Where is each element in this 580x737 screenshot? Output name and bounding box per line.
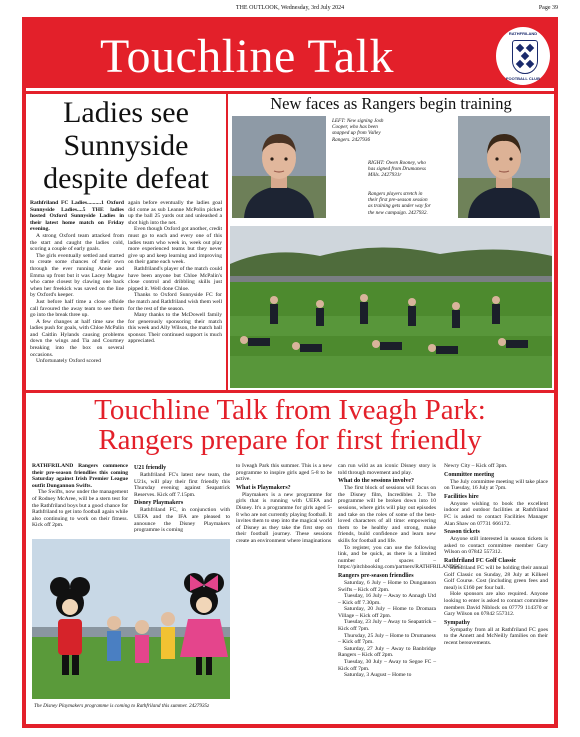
page-number: Page 39 bbox=[538, 5, 558, 11]
section-title-u21: U21 friendly bbox=[134, 465, 167, 471]
iveagh-paragraph: Hole sponsors are also required. Anyone looking to enter is asked to contact committee members David Niblock on 07779 114370 or Gary Wilson on 07842 557312. bbox=[444, 591, 548, 618]
iveagh-paragraph: Newry City – Kick off 3pm. bbox=[444, 463, 508, 469]
photo-owen-rooney bbox=[458, 116, 550, 218]
ladies-column-1 bbox=[30, 200, 124, 388]
ladies-paragraph: A few changes at half time saw the ladies push for goals, with Chloe McPalin and Caitlin Hylands causing problems down the wings and Tia and Courtney breaking into the box on several occasions. bbox=[30, 318, 124, 358]
ladies-paragraph: Many thanks to the McDowell family for generously sponsoring their match this week and Ally Wilson, the match ball sponsor. Their continued support is much appreciated. bbox=[128, 312, 222, 345]
club-crest bbox=[494, 25, 552, 87]
iveagh-paragraph: Anyone wishing to book the excellent indoor and outdoor facilities at Rathfriland FC is asked to contact Facilities Manager Alan Shaw on 07731 666172. bbox=[444, 500, 548, 527]
iveagh-column-1 bbox=[32, 463, 128, 537]
ladies-paragraph: Even though Oxford got another, credit must go to each and every one of this ladies team who week in, week out play more experienced teams but they never give up and keep learning and improving on their game each week. bbox=[128, 226, 223, 266]
caption-training: Rangers players stretch in their first pre-season session as training gets under way for the new campaign. 2427932. bbox=[368, 191, 431, 216]
photo-rangers-training bbox=[230, 226, 552, 388]
section-title-sympathy: Sympathy bbox=[444, 619, 471, 626]
iveagh-column-3 bbox=[236, 463, 332, 583]
ladies-paragraph: Unfortunately Oxford scored bbox=[36, 358, 101, 365]
fixture-item: Saturday, 6 July – Home to Dungannon Swifts – Kick off 2pm. bbox=[338, 579, 436, 593]
ladies-paragraph: again before eventually the ladies goal did come as sub Leanne McPolin picked up the ball 25 yards out and unleashed a shot high into the net. bbox=[128, 200, 222, 226]
fixture-item: Saturday, 20 July – Home to Dromara Village – Kick off 2pm. bbox=[338, 606, 436, 619]
iveagh-article bbox=[26, 393, 554, 724]
caption-disney-photo: The Disney Playmakers programme is coming to Rathfriland this summer. 2427935z bbox=[34, 703, 210, 709]
iveagh-paragraph: Rathfriland FC will be holding their annual Golf Classic on Sunday, 28 July at Kilkeel Golf Course. Cost (including green fees and meal) is £160 per four ball. bbox=[444, 564, 548, 591]
newfaces-headline: New faces as Rangers begin training bbox=[270, 94, 512, 113]
iveagh-paragraph: can run wild as an iconic Disney story is told through movement and play. bbox=[338, 463, 436, 476]
iveagh-paragraph: To register, you can use the following link, and be quick, as there is a limited number of spaces – https://pitchbooking.com/partners/RATHFRILANDFC bbox=[338, 544, 461, 571]
section-title-season-tickets: Season tickets bbox=[444, 529, 480, 536]
iveagh-column-2 bbox=[134, 463, 230, 537]
ladies-paragraph: A strong Oxford team attacked from the start and caught the ladies cold, scoring a couple of early goals. bbox=[30, 232, 124, 253]
ladies-paragraph: Thanks to Oxford Sunnyside FC for the match and Rathfriland wish them well for the rest of the season. bbox=[128, 292, 222, 312]
section-title-committee: Committee meeting bbox=[444, 471, 495, 478]
page-header bbox=[22, 5, 558, 15]
ladies-paragraph: The girls eventually settled and started to create some chances of their own through the ever running Annie and Emma up front but it was Lacey Magaw who came closest by clawing one back when her freekick was saved on the line by Oxford's keeper. bbox=[30, 252, 124, 299]
iveagh-column-5 bbox=[444, 463, 548, 719]
crest-shield-icon bbox=[512, 40, 538, 74]
iveagh-paragraph: Rathfriland FC's latest new team, the U21s, will play their first friendly this Thursday evening against Seapatrick Reserves. Kick off 7.15pm. bbox=[134, 472, 230, 498]
fixture-item: Thursday, 25 July – Home to Drumaness – Kick off 7pm. bbox=[338, 632, 436, 646]
section-title-golf: Rathfriland FC Golf Classic bbox=[444, 557, 517, 564]
ladies-column-2 bbox=[128, 200, 222, 388]
crest-top-text: RATHFRILAND bbox=[508, 31, 538, 36]
iveagh-paragraph: to Iveagh Park this summer. This is a new programme to inspire girls aged 5-8 to be active. bbox=[236, 463, 332, 483]
iveagh-paragraph: The first block of sessions will focus on the Disney film, Incredibles 2. The programme will be broken down into 10 sessions, where girls will play out episodes and take on the roles of some of the best-loved characters of all time: empowering them to be healthy and strong, make friends, build confidence and learn new skills for football and life. bbox=[338, 485, 436, 544]
photo-disney-playmakers bbox=[32, 539, 230, 699]
iveagh-paragraph: Playmakers is a new programme for girls that is running with UEFA and Disney. It's a programme for girls aged 5-8 who are not currently playing football. It invites them to step into the magical world of Disney as they take the first step on their football journey. These sessions create an environment where imaginations bbox=[236, 491, 332, 544]
section-title-friendlies: Rangers pre-season friendlies bbox=[338, 572, 414, 579]
iveagh-intro: RATHFRILAND Rangers commence their pre-season friendlies this coming Saturday against Irish Premier League outfit Dungannon Swifts. bbox=[32, 463, 128, 489]
ladies-headline: Ladies see Sunnyside despite defeat bbox=[43, 96, 209, 195]
section-title-disney: Disney Playmakers bbox=[134, 500, 184, 507]
section-title-playmakers: What is Playmakers? bbox=[236, 484, 291, 491]
ladies-intro: Rathfriland FC Ladies..........1 Oxford Sunnyside Ladies....5 THE ladies hosted Oxford Sunnyside Ladies in their latest home match on Friday evening. bbox=[30, 200, 124, 233]
banner-title: Touchline Talk bbox=[100, 30, 394, 83]
iveagh-headline-line-1: Touchline Talk from Iveagh Park: bbox=[94, 394, 486, 426]
caption-owen-rooney: RIGHT: Owen Rooney, who has signed from Drumaness Mills. 2427931r bbox=[368, 160, 426, 179]
masthead-text: THE OUTLOOK, Wednesday, 3rd July 2024 bbox=[235, 5, 345, 11]
ladies-article bbox=[26, 94, 226, 390]
section-title-facilities: Facilities hire bbox=[444, 493, 479, 500]
iveagh-paragraph: The Swifts, now under the management of Rodney McAree, will be a stern test for the Rathfriland boys but a good chance for Rathfriland to get into football again while also continuing to work on their fitness. Kick off 2pm. bbox=[32, 489, 128, 529]
fixture-item: Saturday, 27 July – Away to Banbridge Rangers – Kick off 2pm. bbox=[338, 645, 436, 659]
fixture-item: Saturday, 3 August – Home to bbox=[344, 672, 412, 679]
section-title-sessions: What do the sessions involve? bbox=[338, 478, 415, 485]
touchline-banner bbox=[26, 22, 554, 91]
iveagh-paragraph: The July committee meeting will take place on Tuesday, 16 July at 7pm. bbox=[444, 478, 548, 492]
iveagh-paragraph: Anyone still interested in season tickets is asked to contact committee member Gary Wilson on 07842 557312. bbox=[444, 536, 548, 556]
iveagh-headline-line-2: Rangers prepare for first friendly bbox=[98, 424, 482, 456]
photo-josh-cooper bbox=[232, 116, 326, 218]
caption-josh-cooper: LEFT: New signing Josh Cooper, who has been snapped up from Valley Rangers. 2427936 bbox=[332, 118, 384, 143]
newfaces-article bbox=[228, 94, 554, 390]
fixture-item: Tuesday, 30 July – Away to Segoe FC – Kick off 7pm. bbox=[338, 659, 436, 672]
fixture-item: Tuesday, 23 July – Away to Seapatrick – Kick off 7pm. bbox=[338, 619, 436, 633]
iveagh-headline bbox=[32, 395, 548, 455]
iveagh-paragraph: Rathfriland FC, in conjunction with UEFA and the IFA are pleased to announce the Disney Playmakers programme is coming bbox=[134, 507, 230, 534]
fixture-item: Tuesday, 16 July – Away to Annagh Utd – Kick off 7.30pm. bbox=[338, 593, 436, 606]
ladies-paragraph: Rathfriland's player of the match could have been anyone but Chloe McPalin's close control and dribbling skills just pipped it. Well done Chloe. bbox=[128, 265, 222, 292]
crest-bottom-text: FOOTBALL CLUB bbox=[506, 76, 540, 81]
ladies-paragraph: Just before half time a close offside call favoured the away team to see them go into the break three up. bbox=[30, 298, 124, 319]
iveagh-paragraph: Sympathy from all at Rathfriland FC goes to the Annett and McNeilly families on their recent bereavements. bbox=[444, 626, 548, 646]
